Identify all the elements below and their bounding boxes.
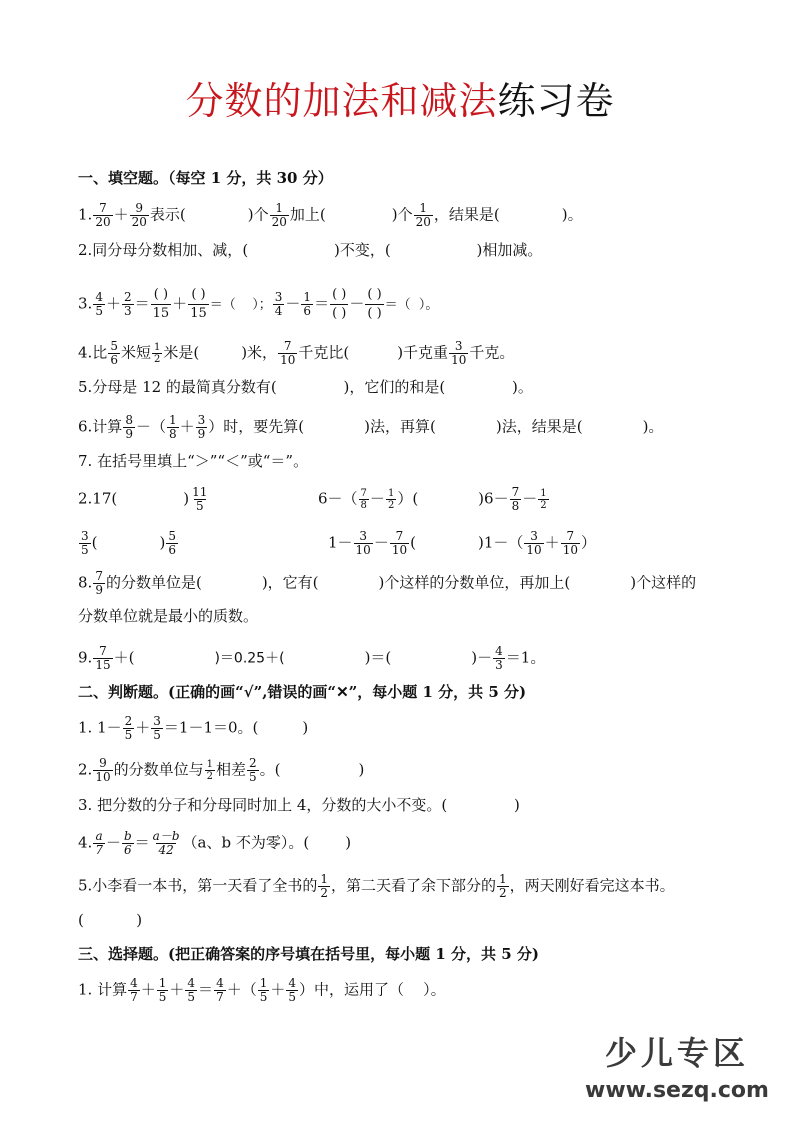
section-3-heading: 三、选择题。(把正确答案的序号填在括号里，每小题 1 分，共 5 分) bbox=[78, 945, 539, 963]
question-2-5: 5.小李看一本书，第一天看了全书的 $\frac{1}{2}$ ，第二天看了余下部分的 $\frac{1}{2}$ ，两天刚好看完这本书。 bbox=[78, 872, 675, 900]
question-1-9: 9. $\frac{7}{15}$ ＋( )＝0.25＋( )＝( )－ $\frac{4}{3}$ ＝1。 bbox=[78, 644, 546, 672]
title-black: 练习卷 bbox=[497, 79, 615, 123]
section-2-heading: 二、判断题。(正确的画“√”,错误的画“✕”，每小题 1 分，共 5 分) bbox=[78, 683, 527, 701]
question-1-7b: $\frac{3}{5}$ ( ) $\frac{5}{6}$ 1－ $\frac{3}{10}$ － $\frac{7}{10}$ ( )1－（ $\frac{3}{10}$ ＋ $\frac{7}{10}$ ） bbox=[81, 529, 596, 557]
question-1-6: 6.计算 $\frac{8}{9}$ －（ $\frac{1}{8}$ ＋ $\frac{3}{9}$ ）时，要先算( )法，再算( )法，结果是( )。 bbox=[78, 413, 664, 441]
question-2-2: 2. $\frac{9}{10}$ 的分数单位与 $\frac{1}{2}$ 相差 $\frac{2}{5}$ 。( ) bbox=[78, 756, 365, 784]
question-2-4: 4. $\frac{a}{7}$ － $\frac{b}{6}$ ＝ $\frac{a-b}{42}$ （a、b 不为零）。( ) bbox=[78, 829, 352, 857]
fraction: $\frac{9}{20}$ bbox=[131, 201, 147, 229]
question-1-7: 7. 在括号里填上“＞”“＜”或“＝”。 bbox=[78, 452, 309, 470]
watermark-logo bbox=[582, 1028, 772, 1103]
fraction: $\frac{1}{20}$ bbox=[271, 201, 287, 229]
title-red: 分数的加法和减法 bbox=[185, 79, 498, 123]
question-2-1: 1. 1－ $\frac{2}{5}$ ＋ $\frac{3}{5}$ ＝1－1＝0。( ) bbox=[78, 714, 309, 742]
question-1-8-line2: 分数单位就是最小的质数。 bbox=[78, 607, 259, 625]
question-3-1: 1. 计算 $\frac{4}{7}$ ＋ $\frac{1}{5}$ ＋ $\frac{4}{5}$ ＝ $\frac{4}{7}$ ＋（ $\frac{1}{5}$ ＋ $\frac{4}{5}$ ）中，运用了（ ）。 bbox=[78, 976, 446, 1004]
question-1-3: 3. $\frac{4}{5}$ ＋ $\frac{2}{3}$ ＝ $\frac{( )}{15}$ ＋ $\frac{( )}{15}$ ＝（ ）； $\frac{3}{4}$ － $\frac{1}{6}$ ＝ $\frac{( )}{( )}$ － $\frac{( )}{( )}$ ＝（ ）。 bbox=[78, 287, 439, 321]
question-1-7a: 2.17( ) $\frac{11}{5}$ 6－（ $\frac{7}{8}$ － $\frac{1}{2}$ ）( )6－ $\frac{7}{8}$ － $\frac{1}{2}$ bbox=[78, 485, 547, 513]
question-1-8: 8. $\frac{7}{9}$ 的分数单位是( )，它有( )个这样的分数单位，再加上( )个这样的 bbox=[78, 569, 697, 597]
page-title bbox=[0, 70, 800, 125]
question-1-5: 5.分母是 12 的最简真分数有( )，它们的和是( )。 bbox=[78, 378, 533, 396]
section-1-heading: 一、填空题。（每空 1 分，共 30 分） bbox=[78, 169, 333, 187]
fraction: $\frac{1}{20}$ bbox=[415, 201, 431, 229]
watermark-url: www.sezq.com bbox=[585, 1078, 769, 1103]
question-1-1: 1. $\frac{7}{20}$ ＋ $\frac{9}{20}$ 表示( )个 $\frac{1}{20}$ 加上( )个 $\frac{1}{20}$ ，结果是( )。 bbox=[78, 201, 583, 229]
question-1-4: 4.比 $\frac{5}{6}$ 米短 $\frac{1}{2}$ 米是( )米， $\frac{7}{10}$ 千克比( )千克重 $\frac{3}{10}$ 千克。 bbox=[78, 339, 515, 367]
fraction: $\frac{7}{20}$ bbox=[95, 201, 111, 229]
question-2-5-answer: ( ) bbox=[78, 911, 143, 929]
question-2-3: 3. 把分数的分子和分母同时加上 4，分数的大小不变。( ) bbox=[78, 796, 520, 814]
watermark-text: 少儿专区 bbox=[604, 1034, 749, 1072]
question-1-2: 2.同分母分数相加、减，( )不变，( )相加减。 bbox=[78, 241, 543, 259]
